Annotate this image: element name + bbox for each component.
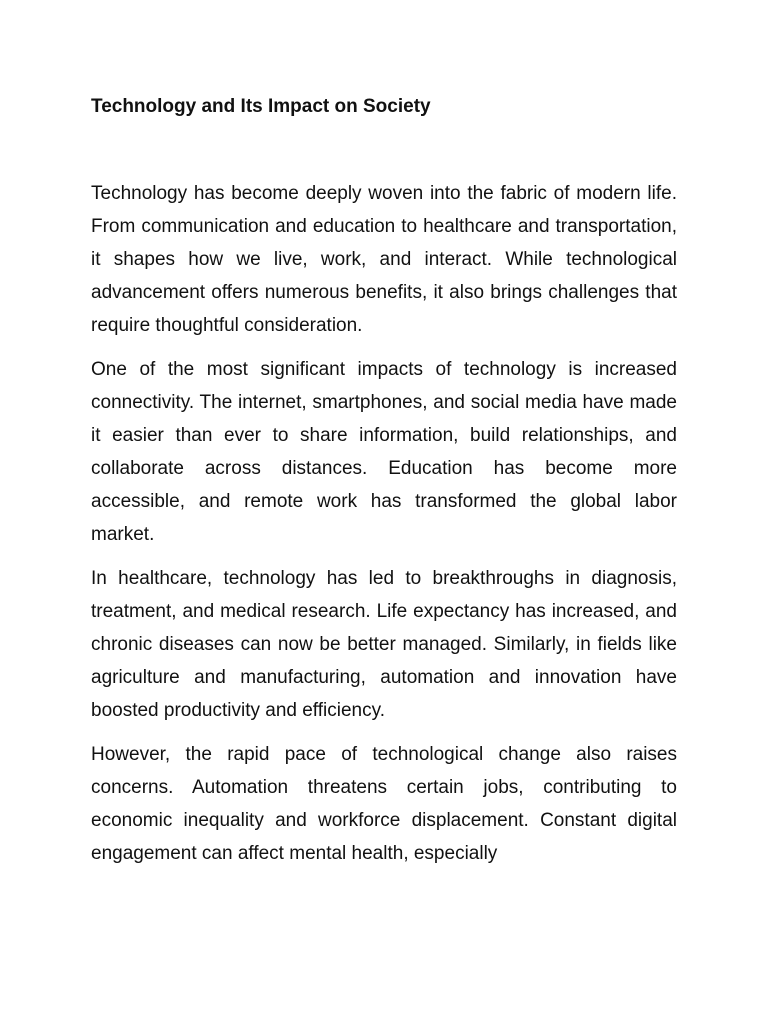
paragraph-2: One of the most significant impacts of technology is increased connectivity. The internet, smartphones, and social media have made it easier than ever to share information, build relationships, and collaborate across distances. Education has become more accessible, and remote work has transformed the global labor market. [91,359,677,545]
document-title: Technology and Its Impact on Society [91,96,431,117]
paragraph-4: However, the rapid pace of technological change also raises concerns. Automation threatens certain jobs, contributing to economic inequality and workforce displacement. Constant digital engagement can affect mental health, especially [91,744,677,864]
document-body [91,177,677,881]
paragraph-1: Technology has become deeply woven into the fabric of modern life. From communication and education to healthcare and transportation, it shapes how we live, work, and interact. While technological advancement offers numerous benefits, it also brings challenges that require thoughtful consideration. [91,183,677,336]
paragraph-3: In healthcare, technology has led to breakthroughs in diagnosis, treatment, and medical research. Life expectancy has increased, and chronic diseases can now be better managed. Similarly, in fields like agriculture and manufacturing, automation and innovation have boosted productivity and efficiency. [91,568,677,721]
